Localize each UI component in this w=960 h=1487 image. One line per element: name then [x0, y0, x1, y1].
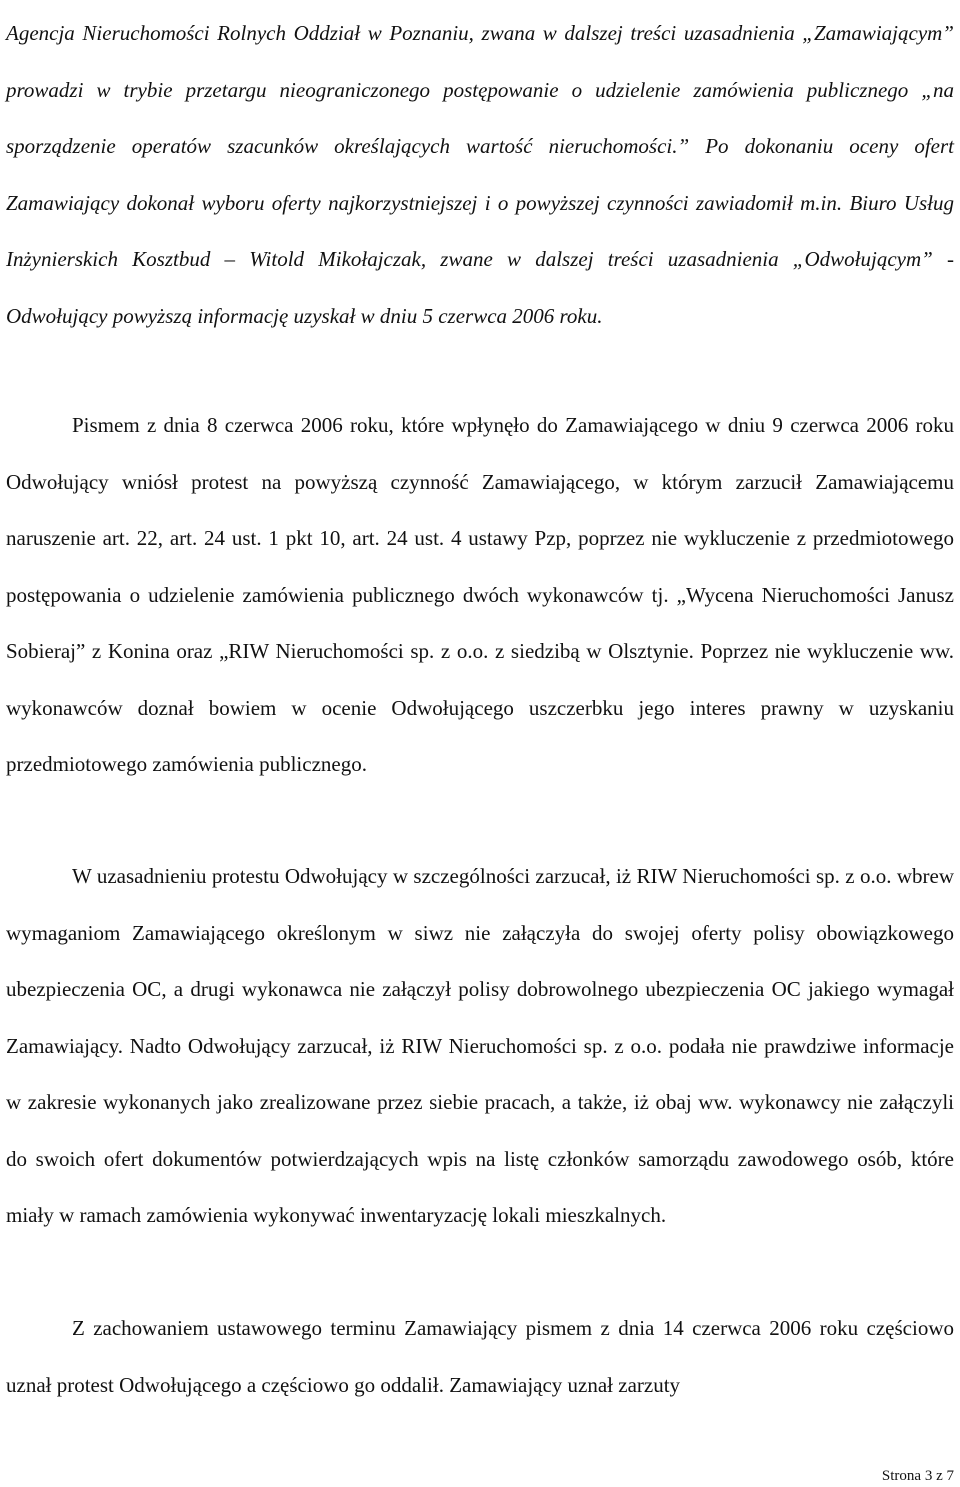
page-number: 3: [924, 1468, 933, 1484]
page-total: 7: [946, 1468, 954, 1484]
paragraph-protest: Pismem z dnia 8 czerwca 2006 roku, które wpłynęło do Zamawiającego w dniu 9 czerwca 2006 roku Odwołujący wniósł protest na powyższą czynność Zamawiającego, w którym zarzucił Zamawiającemu naruszenie art. 22, art. 24 ust. 1 pkt 10, art. 24 ust. 4 ustawy Pzp, poprzez nie wykluczenie z przedmiotowego postępowania o udzielenie zamówienia publicznego dwóch wykonawców tj. „Wycena Nieruchomości Janusz Sobieraj” z Konina oraz „RIW Nieruchomości sp. z o.o. z siedzibą w Olsztynie. Poprzez nie wykluczenie ww. wykonawców doznał bowiem w ocenie Odwołującego uszczerbku jego interes prawny w uzyskaniu przedmiotowego zamówienia publicznego.: [6, 413, 954, 776]
paragraph-decision: Z zachowaniem ustawowego terminu Zamawiający pismem z dnia 14 czerwca 2006 roku częściowo uznał protest Odwołującego a częściowo go oddalił. Zamawiający uznał zarzuty: [6, 1316, 954, 1397]
paragraph-protest-reasons: W uzasadnieniu protestu Odwołujący w szczególności zarzucał, iż RIW Nieruchomości sp. z o.o. wbrew wymaganiom Zamawiającego określonym w siwz nie załączyła do swojej oferty polisy obowiązkowego ubezpieczenia OC, a drugi wykonawca nie załączył polisy dobrowolnego ubezpieczenia OC jakiego wymagał Zamawiający. Nadto Odwołujący zarzucał, iż RIW Nieruchomości sp. z o.o. podała nie prawdziwe informacje w zakresie wykonanych jako zrealizowane przez siebie pracach, a także, iż obaj ww. wykonawcy nie załączyli do swoich ofert dokumentów potwierdzających wpis na listę członków samorządu zawodowego osób, które miały w ramach zamówienia wykonywać inwentaryzację lokali mieszkalnych.: [6, 864, 954, 1227]
paragraph-intro: Agencja Nieruchomości Rolnych Oddział w Poznaniu, zwana w dalszej treści uzasadnienia „Zamawiającym” prowadzi w trybie przetargu nieograniczonego postępowanie o udzielenie zamówienia publicznego „na sporządzenie operatów szacunków określających wartość nieruchomości.” Po dokonaniu oceny ofert Zamawiający dokonał wyboru oferty najkorzystniejszej i o powyższej czynności zawiadomił m.in. Biuro Usług Inżynierskich Kosztbud – Witold Mikołajczak, zwane w dalszej treści uzasadnienia „Odwołującym” - Odwołujący powyższą informację uzyskał w dniu 5 czerwca 2006 roku.: [6, 21, 954, 328]
page-number-footer: [882, 1467, 954, 1485]
page-label: Strona: [881, 1468, 922, 1484]
page-separator: z: [936, 1468, 943, 1484]
